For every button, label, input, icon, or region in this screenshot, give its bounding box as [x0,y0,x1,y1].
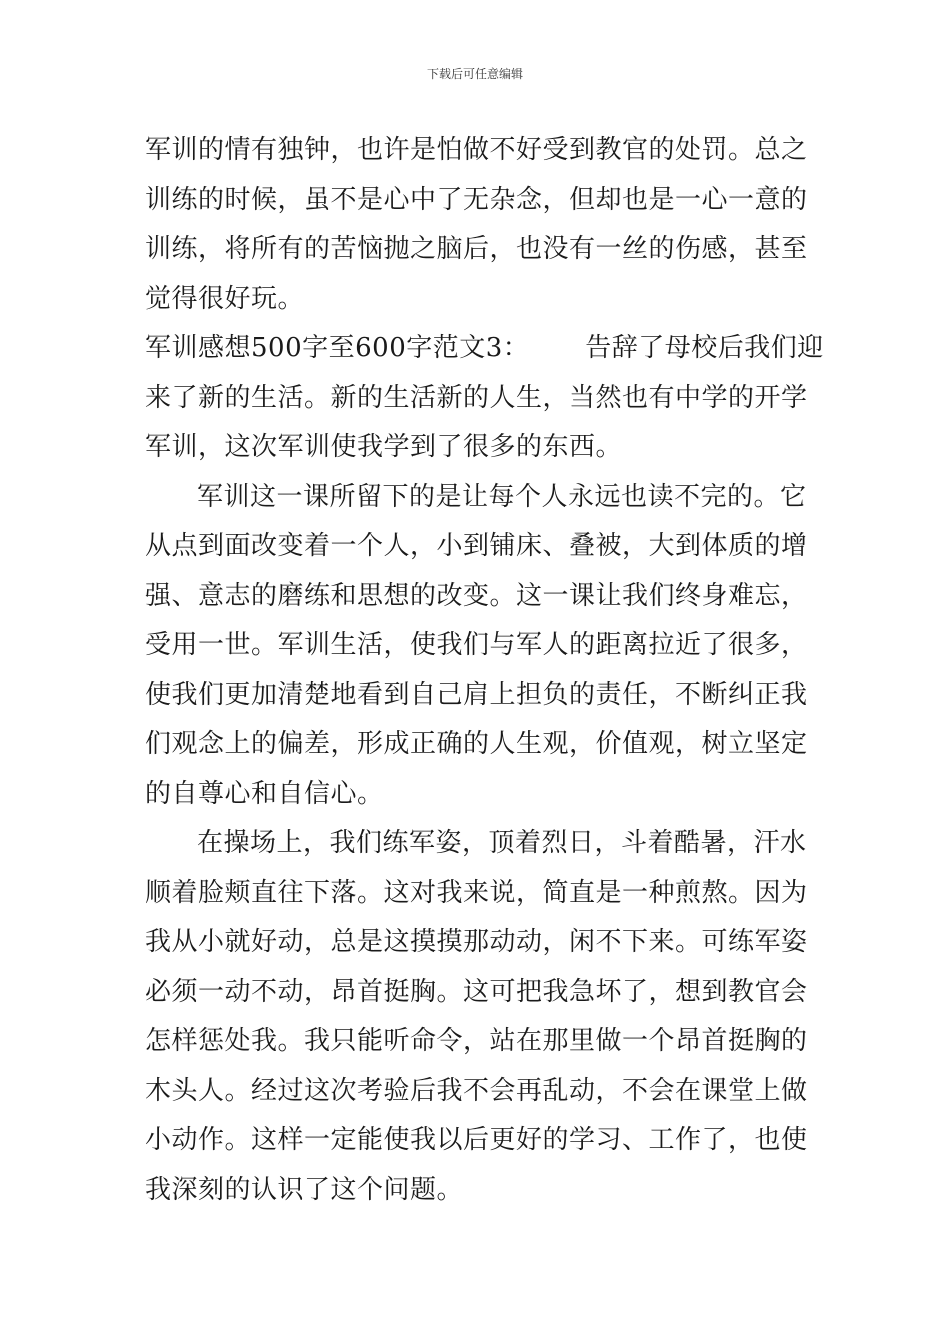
text-line: 们观念上的偏差，形成正确的人生观，价值观，树立坚定 [145,729,808,759]
text-line: 强、意志的磨练和思想的改变。这一课让我们终身难忘， [145,580,808,611]
text-line: 觉得很好玩。 [145,283,305,314]
paragraph-3 [145,473,807,820]
text-line: 顺着脸颊直往下落。这对我来说，简直是一种煎熬。因为 [145,877,808,908]
text-line: 使我们更加清楚地看到自己肩上担负的责任，不断纠正我 [145,679,808,710]
text-line: 小动作。这样一定能使我以后更好的学习、工作了，也使 [145,1125,808,1155]
text-line: 训练，将所有的苦恼抛之脑后，也没有一丝的伤感，甚至 [145,234,808,264]
text-line: 军训，这次军训使我学到了很多的东西。 [145,432,623,462]
text-line: 的自尊心和自信心。 [145,778,384,809]
page-header: 下载后可任意编辑 [426,67,523,81]
text-line: 训练的时候，虽不是心中了无杂念，但却也是一心一意的 [145,184,808,215]
text-line: 军训的情有独钟，也许是怕做不好受到教官的处罚。总之 [145,135,808,165]
text-line: 来了新的生活。新的生活新的人生，当然也有中学的开学 [145,382,808,413]
section-heading-line [145,324,824,374]
text-line: 我深刻的认识了这个问题。 [145,1174,464,1205]
section-heading: 军训感想500字至600字范文3： [145,333,530,363]
paragraph-2 [145,324,824,473]
paragraph-1 [145,126,807,324]
text-line: 我从小就好动，总是这摸摸那动动，闲不下来。可练军姿 [145,927,808,957]
text-line: 受用一世。军训生活，使我们与军人的距离拉近了很多， [145,630,808,660]
text-line: 木头人。经过这次考验后我不会再乱动，不会在课堂上做 [145,1075,808,1106]
paragraph-4 [145,819,807,1215]
text-line: 军训这一课所留下的是让每个人永远也读不完的。它 [197,481,807,512]
text-line: 在操场上，我们练军姿，顶着烈日，斗着酷暑，汗水 [197,828,807,858]
text-line: 怎样惩处我。我只能听命令，站在那里做一个昂首挺胸的 [145,1026,808,1056]
text-line: 从点到面改变着一个人，小到铺床、叠被，大到体质的增 [145,531,808,561]
heading-tail-text: 告辞了母校后我们迎 [585,333,824,363]
document-body [145,126,824,1215]
text-line: 必须一动不动，昂首挺胸。这可把我急坏了，想到教官会 [145,976,808,1007]
